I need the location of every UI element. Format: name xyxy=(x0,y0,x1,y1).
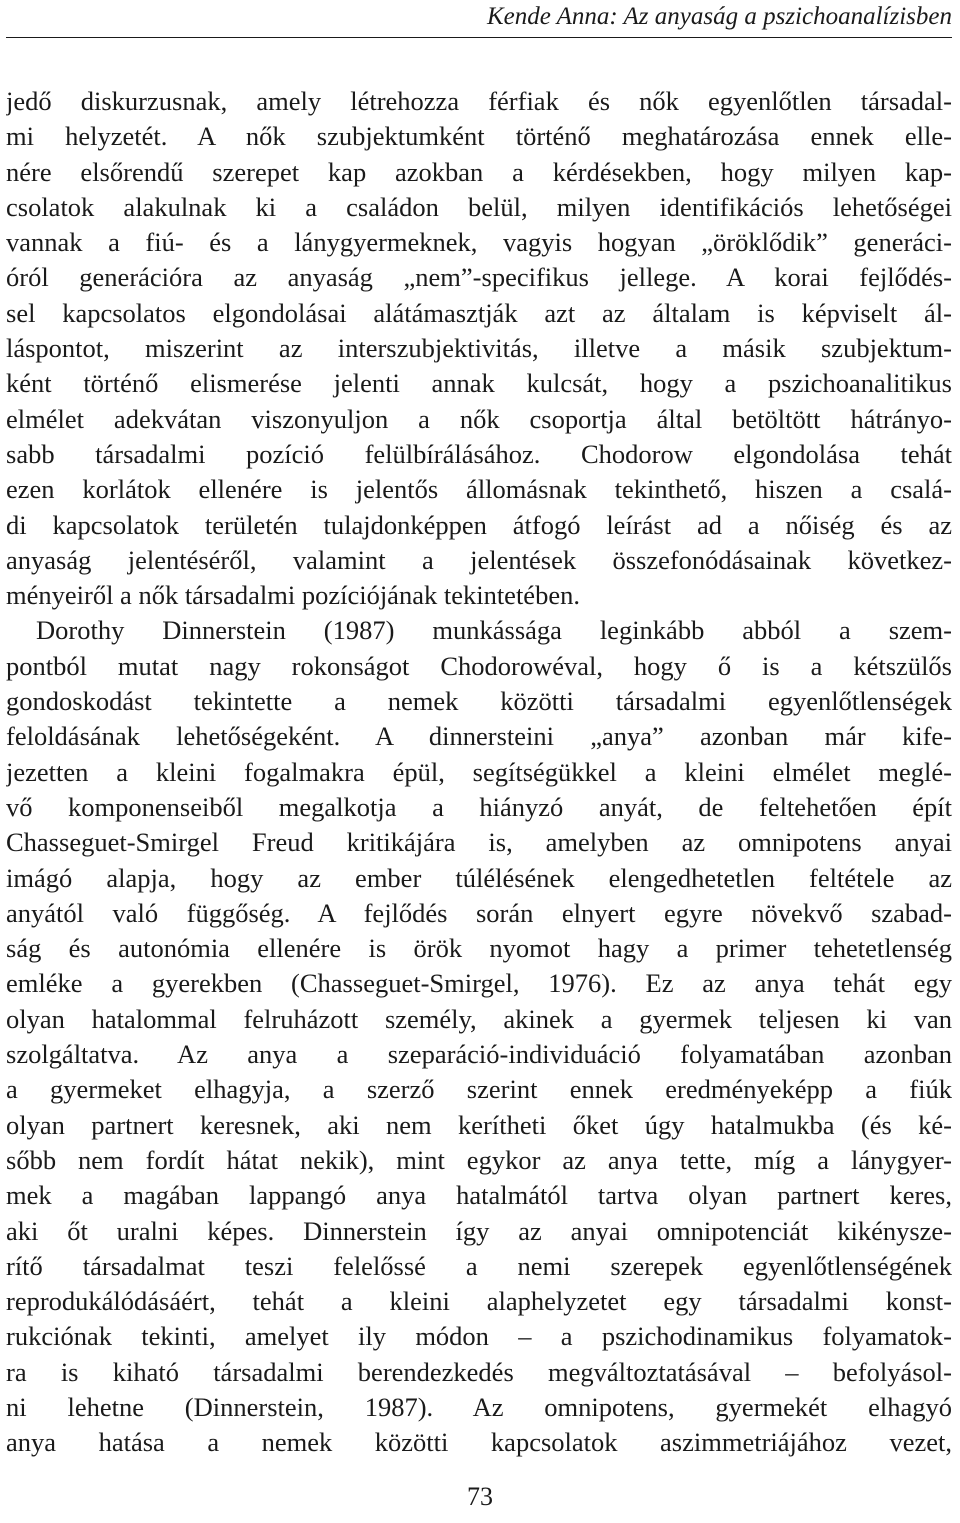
text-line: olyan partnert keresnek, aki nem kerítheti őket úgy hatalmukba (és ké- xyxy=(6,1109,952,1140)
text-line: mi helyzetét. A nők szubjektumként történő meghatározása ennek elle- xyxy=(6,121,952,152)
text-line: láspontot, miszerint az interszubjektivitás, illetve a másik szubjektum- xyxy=(6,333,952,364)
text-line: vannak a fiú- és a lánygyermeknek, vagyis hogyan „öröklődik” generáci- xyxy=(6,227,952,258)
text-line: sőbb nem fordít hátat nekik), mint egykor az anya tette, míg a lánygyer- xyxy=(6,1144,952,1175)
header-rule xyxy=(6,37,952,38)
text-line: óról generációra az anyaság „nem”-specifikus jellege. A korai fejlődés- xyxy=(6,262,952,293)
body-text xyxy=(6,84,952,1461)
text-line: sabb társadalmi pozíció felülbírálásához. Chodorow elgondolása tehát xyxy=(6,438,952,469)
text-line: jedő diskurzusnak, amely létrehozza férfiak és nők egyenlőtlen társadal- xyxy=(6,86,952,116)
text-line: emléke a gyerekben (Chasseguet-Smirgel, 1976). Ez az anya tehát egy xyxy=(6,968,952,999)
text-line: anya hatása a nemek közötti kapcsolatok aszimmetriájához vezet, xyxy=(6,1427,952,1458)
text-line: sel kapcsolatos elgondolásai alátámasztják azt az általam is képviselt ál- xyxy=(6,297,952,328)
text-line: csolatok alakulnak ki a családon belül, milyen identifikációs lehetőségei xyxy=(6,191,952,222)
text-line: feloldásának lehetőségeként. A dinnersteini „anya” azonban már kife- xyxy=(6,721,952,752)
text-line: ezen korlátok ellenére is jelentős állomásnak tekinthető, hiszen a csalá- xyxy=(6,474,952,505)
text-line: jezetten a kleini fogalmakra épül, segítségükkel a kleini elmélet meglé- xyxy=(6,756,952,787)
paragraph-first-line: Dorothy Dinnerstein (1987) munkássága leginkább abból a szem- xyxy=(36,615,952,646)
text-line: olyan hatalommal felruházott személy, akinek a gyermek teljesen ki van xyxy=(6,1003,952,1034)
running-head: Kende Anna: Az anyaság a pszichoanalízisben xyxy=(486,3,952,30)
text-line: ság és autonómia ellenére is örök nyomot hagy a primer tehetetlenség xyxy=(6,933,952,964)
text-line: imágó alapja, hogy az ember túlélésének elengedhetetlen feltétele az xyxy=(6,862,952,893)
text-line: nére elsőrendű szerepet kap azokban a kérdésekben, hogy milyen kap- xyxy=(6,156,952,187)
text-line: szolgáltatva. Az anya a szeparáció-individuáció folyamatában azonban xyxy=(6,1039,952,1070)
text-line: rukciónak tekinti, amelyet ily módon – a pszichodinamikus folyamatok- xyxy=(6,1321,952,1352)
text-line: mek a magában lappangó anya hatalmától tartva olyan partnert keres, xyxy=(6,1180,952,1211)
text-line: gondoskodást tekintette a nemek közötti társadalmi egyenlőtlenségek xyxy=(6,686,952,717)
text-line: a gyermeket elhagyja, a szerző szerint ennek eredményeképp a fiúk xyxy=(6,1074,952,1105)
text-line: anyaság jelentéséről, valamint a jelentések összefonódásainak következ- xyxy=(6,544,952,575)
text-line: rítő társadalmat teszi felelőssé a nemi szerepek egyenlőtlenségének xyxy=(6,1250,952,1281)
text-line: ra is kiható társadalmi berendezkedés megváltoztatásával – befolyásol- xyxy=(6,1356,952,1387)
text-line: ni lehetne (Dinnerstein, 1987). Az omnipotens, gyermekét elhagyó xyxy=(6,1391,952,1422)
text-line: elmélet adekvátan viszonyuljon a nők csoportja által betöltött hátrányo- xyxy=(6,403,952,434)
text-line: reprodukálódásáért, tehát a kleini alaphelyzetet egy társadalmi konst- xyxy=(6,1286,952,1317)
text-line: ként történő elismerése jelenti annak kulcsát, hogy a pszichoanalitikus xyxy=(6,368,952,399)
text-line: Chasseguet-Smirgel Freud kritikájára is, amelyben az omnipotens anyai xyxy=(6,827,952,858)
page-number: 73 xyxy=(467,1482,493,1511)
text-line: pontból mutat nagy rokonságot Chodorowéval, hogy ő is a kétszülős xyxy=(6,650,952,681)
text-line: di kapcsolatok területén tulajdonképpen átfogó leírást ad a nőiség és az xyxy=(6,509,952,540)
paragraph-last-line: ményeiről a nők társadalmi pozíciójának tekintetében. xyxy=(6,580,580,611)
text-line: vő komponenseiből megalkotja a hiányzó anyát, de feltehetően épít xyxy=(6,791,952,822)
text-line: aki őt uralni képes. Dinnerstein így az anyai omnipotenciát kikénysze- xyxy=(6,1215,952,1246)
text-line: anyától való függőség. A fejlődés során elnyert egyre növekvő szabad- xyxy=(6,897,952,928)
